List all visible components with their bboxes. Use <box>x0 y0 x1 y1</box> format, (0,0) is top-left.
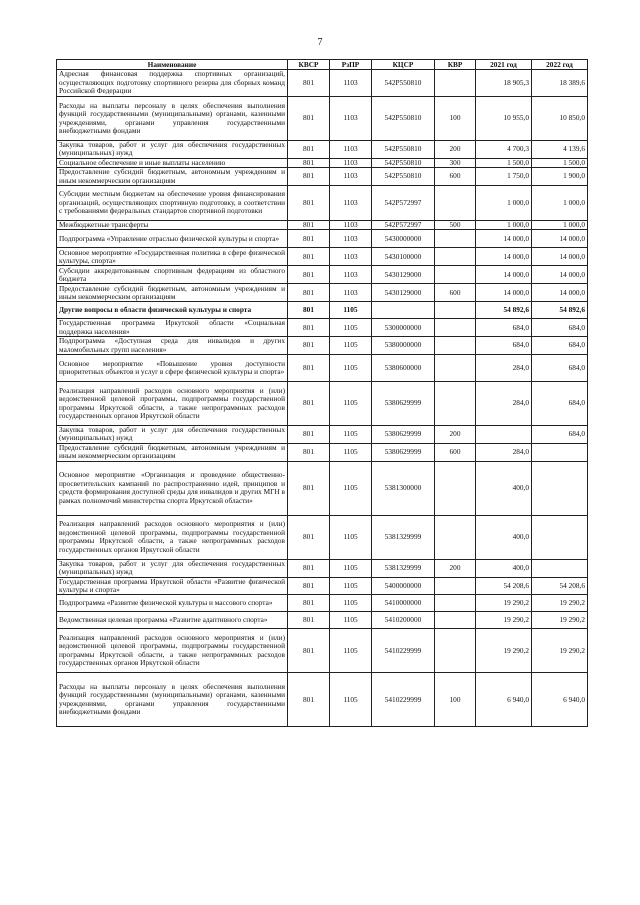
table-row <box>57 266 588 284</box>
cell-kvr <box>435 515 476 559</box>
cell-y2022: 14 000,0 <box>532 284 588 302</box>
cell-y2022 <box>532 461 588 515</box>
cell-kcsr: 542P572997 <box>372 186 435 221</box>
cell-kcsr: 5410229999 <box>372 629 435 673</box>
cell-name: Реализация направлений расходов основного мероприятия и (или) ведомственной целевой программы, подпрограммы государственной программы Иркутской области, а также непрограммных расходов государственных органов Иркутской области <box>57 382 288 426</box>
cell-kcsr: 542P550810 <box>372 70 435 97</box>
cell-y2022: 14 000,0 <box>532 230 588 248</box>
cell-kvsr: 801 <box>288 559 330 577</box>
cell-kvsr: 801 <box>288 97 330 141</box>
cell-y2022: 14 000,0 <box>532 266 588 284</box>
table-row <box>57 319 588 337</box>
cell-rzpr: 1105 <box>330 515 372 559</box>
cell-kvsr: 801 <box>288 186 330 221</box>
cell-kcsr: 5380629999 <box>372 382 435 426</box>
cell-name: Предоставление субсидий бюджетным, автономным учреждениям и иным некоммерческим организациям <box>57 168 288 186</box>
cell-kvr: 600 <box>435 284 476 302</box>
cell-kcsr: 5381329999 <box>372 515 435 559</box>
cell-kcsr: 5430129000 <box>372 266 435 284</box>
table-row <box>57 577 588 595</box>
cell-name: Расходы на выплаты персоналу в целях обеспечения выполнения функций государственными (муниципальными) органами, казенными учреждениями, органами управления государственными внебюджетными фондами <box>57 673 288 727</box>
cell-rzpr: 1105 <box>330 426 372 444</box>
table-row <box>57 97 588 141</box>
table-row <box>57 158 588 167</box>
cell-kvsr: 801 <box>288 319 330 337</box>
cell-y2021: 54 892,6 <box>476 302 532 319</box>
cell-kvr <box>435 230 476 248</box>
cell-y2021: 1 000,0 <box>476 221 532 230</box>
cell-kvr <box>435 577 476 595</box>
cell-y2021: 14 000,0 <box>476 284 532 302</box>
cell-y2021: 1 000,0 <box>476 186 532 221</box>
cell-rzpr: 1105 <box>330 612 372 629</box>
cell-kcsr: 5300000000 <box>372 319 435 337</box>
table-row <box>57 443 588 461</box>
cell-y2022: 18 389,6 <box>532 70 588 97</box>
cell-y2021: 284,0 <box>476 355 532 382</box>
cell-kvr <box>435 629 476 673</box>
cell-kcsr: 5380000000 <box>372 337 435 355</box>
table-row <box>57 559 588 577</box>
cell-kvsr: 801 <box>288 577 330 595</box>
cell-y2021: 19 290,2 <box>476 612 532 629</box>
cell-y2022: 684,0 <box>532 319 588 337</box>
cell-kvsr: 801 <box>288 515 330 559</box>
cell-name: Межбюджетные трансферты <box>57 221 288 230</box>
cell-kvsr: 801 <box>288 355 330 382</box>
cell-kvsr: 801 <box>288 230 330 248</box>
cell-kvr <box>435 248 476 266</box>
cell-y2022: 684,0 <box>532 426 588 444</box>
cell-name: Основное мероприятие «Организация и проведение общественно-просветительских кампаний по распространению идей, принципов и средств формирования доступной среды для инвалидов и других МГН в рамках полномочий министерства спорта Иркутской области» <box>57 461 288 515</box>
cell-kvr: 100 <box>435 97 476 141</box>
cell-y2021: 6 940,0 <box>476 673 532 727</box>
cell-rzpr: 1105 <box>330 319 372 337</box>
cell-name: Подпрограмма «Развитие физической культуры и массового спорта» <box>57 595 288 612</box>
cell-kvr <box>435 595 476 612</box>
header-2021: 2021 год <box>476 60 532 70</box>
cell-kvr: 200 <box>435 141 476 159</box>
cell-kcsr: 5381329999 <box>372 559 435 577</box>
header-2022: 2022 год <box>532 60 588 70</box>
cell-kvr <box>435 337 476 355</box>
cell-kcsr: 5380629999 <box>372 426 435 444</box>
table-row <box>57 141 588 159</box>
cell-kvr: 200 <box>435 426 476 444</box>
cell-y2022: 4 139,6 <box>532 141 588 159</box>
cell-kvsr: 801 <box>288 70 330 97</box>
cell-rzpr: 1103 <box>330 168 372 186</box>
cell-name: Закупка товаров, работ и услуг для обеспечения государственных (муниципальных) нужд <box>57 559 288 577</box>
cell-y2021: 284,0 <box>476 443 532 461</box>
cell-kvr: 200 <box>435 559 476 577</box>
budget-table <box>56 59 588 727</box>
cell-y2021: 400,0 <box>476 461 532 515</box>
cell-y2022: 1 500,0 <box>532 158 588 167</box>
cell-y2022: 19 290,2 <box>532 629 588 673</box>
table-row <box>57 70 588 97</box>
cell-y2022: 19 290,2 <box>532 612 588 629</box>
cell-y2021: 14 000,0 <box>476 266 532 284</box>
cell-kvsr: 801 <box>288 337 330 355</box>
cell-y2021: 14 000,0 <box>476 230 532 248</box>
cell-y2022: 684,0 <box>532 382 588 426</box>
cell-rzpr: 1105 <box>330 302 372 319</box>
cell-kvsr: 801 <box>288 266 330 284</box>
table-row <box>57 612 588 629</box>
cell-kvsr: 801 <box>288 426 330 444</box>
page-number: 7 <box>317 37 323 48</box>
table-row <box>57 426 588 444</box>
cell-kvsr: 801 <box>288 284 330 302</box>
cell-name: Закупка товаров, работ и услуг для обеспечения государственных (муниципальных) нужд <box>57 426 288 444</box>
cell-kcsr: 5430129000 <box>372 284 435 302</box>
cell-y2021: 10 955,0 <box>476 97 532 141</box>
table-row <box>57 186 588 221</box>
cell-kcsr <box>372 302 435 319</box>
cell-kvr <box>435 70 476 97</box>
cell-name: Другие вопросы в области физической культуры и спорта <box>57 302 288 319</box>
table-row <box>57 230 588 248</box>
cell-name: Предоставление субсидий бюджетным, автономным учреждениям и иным некоммерческим организациям <box>57 443 288 461</box>
cell-kvsr: 801 <box>288 443 330 461</box>
cell-kvr <box>435 319 476 337</box>
cell-rzpr: 1103 <box>330 230 372 248</box>
cell-rzpr: 1103 <box>330 221 372 230</box>
table-row <box>57 221 588 230</box>
cell-y2021: 684,0 <box>476 319 532 337</box>
cell-kvsr: 801 <box>288 673 330 727</box>
header-kvsr: КВСР <box>288 60 330 70</box>
cell-y2022: 1 900,0 <box>532 168 588 186</box>
cell-y2021: 684,0 <box>476 337 532 355</box>
cell-rzpr: 1105 <box>330 673 372 727</box>
cell-name: Субсидии аккредитованным спортивным федерациям из областного бюджета <box>57 266 288 284</box>
cell-kvr <box>435 266 476 284</box>
cell-kcsr: 542P550810 <box>372 97 435 141</box>
cell-kvsr: 801 <box>288 168 330 186</box>
cell-rzpr: 1105 <box>330 461 372 515</box>
cell-name: Ведомственная целевая программа «Развитие адаптивного спорта» <box>57 612 288 629</box>
cell-kcsr: 542P550810 <box>372 141 435 159</box>
cell-kvr: 500 <box>435 221 476 230</box>
cell-kcsr: 5410200000 <box>372 612 435 629</box>
cell-y2021: 19 290,2 <box>476 629 532 673</box>
cell-kvsr: 801 <box>288 629 330 673</box>
cell-name: Реализация направлений расходов основного мероприятия и (или) ведомственной целевой программы, подпрограммы государственной программы Иркутской области, а также непрограммных расходов государственных органов Иркутской области <box>57 629 288 673</box>
cell-y2021: 4 700,3 <box>476 141 532 159</box>
cell-name: Субсидии местным бюджетам на обеспечение уровня финансирования организаций, осуществляющих спортивную подготовку, в соответствии с требованиями федеральных стандартов спортивной подготовки <box>57 186 288 221</box>
table-row <box>57 302 588 319</box>
cell-y2022: 684,0 <box>532 355 588 382</box>
cell-rzpr: 1105 <box>330 559 372 577</box>
cell-rzpr: 1103 <box>330 266 372 284</box>
cell-y2022: 54 208,6 <box>532 577 588 595</box>
cell-kvsr: 801 <box>288 612 330 629</box>
cell-kcsr: 5410000000 <box>372 595 435 612</box>
cell-y2022: 1 000,0 <box>532 186 588 221</box>
cell-kvr: 300 <box>435 158 476 167</box>
cell-y2021: 284,0 <box>476 382 532 426</box>
header-rzpr: РзПР <box>330 60 372 70</box>
cell-kcsr: 542P550810 <box>372 158 435 167</box>
cell-kvr: 100 <box>435 673 476 727</box>
cell-kvr: 600 <box>435 443 476 461</box>
cell-y2022 <box>532 443 588 461</box>
table-row <box>57 382 588 426</box>
cell-y2021: 1 750,0 <box>476 168 532 186</box>
cell-y2021: 1 500,0 <box>476 158 532 167</box>
cell-rzpr: 1103 <box>330 248 372 266</box>
cell-kcsr: 542P550810 <box>372 168 435 186</box>
cell-kvr <box>435 612 476 629</box>
cell-rzpr: 1103 <box>330 97 372 141</box>
cell-name: Предоставление субсидий бюджетным, автономным учреждениям и иным некоммерческим организациям <box>57 284 288 302</box>
cell-name: Социальное обеспечение и иные выплаты населению <box>57 158 288 167</box>
cell-rzpr: 1105 <box>330 355 372 382</box>
cell-kvsr: 801 <box>288 221 330 230</box>
cell-rzpr: 1103 <box>330 186 372 221</box>
cell-name: Основное мероприятие «Государственная политика в сфере физической культуры, спорта» <box>57 248 288 266</box>
table-row <box>57 595 588 612</box>
table-row <box>57 168 588 186</box>
header-name: Наименование <box>57 60 288 70</box>
cell-rzpr: 1103 <box>330 284 372 302</box>
cell-kcsr: 5400000000 <box>372 577 435 595</box>
cell-kvr: 600 <box>435 168 476 186</box>
cell-kvr <box>435 461 476 515</box>
cell-y2021: 400,0 <box>476 559 532 577</box>
table-row <box>57 337 588 355</box>
cell-y2022: 10 850,0 <box>532 97 588 141</box>
table-row <box>57 284 588 302</box>
cell-y2022: 54 892,6 <box>532 302 588 319</box>
cell-kcsr: 5381300000 <box>372 461 435 515</box>
cell-y2021: 400,0 <box>476 515 532 559</box>
cell-name: Расходы на выплаты персоналу в целях обеспечения выполнения функций государственными (муниципальными) органами, казенными учреждениями, органами управления государственными внебюджетными фондами <box>57 97 288 141</box>
cell-y2022 <box>532 559 588 577</box>
cell-rzpr: 1105 <box>330 629 372 673</box>
cell-y2021: 19 290,2 <box>476 595 532 612</box>
cell-y2021: 18 905,3 <box>476 70 532 97</box>
cell-rzpr: 1105 <box>330 337 372 355</box>
cell-kvsr: 801 <box>288 382 330 426</box>
table-row <box>57 248 588 266</box>
cell-kcsr: 5380629999 <box>372 443 435 461</box>
cell-name: Реализация направлений расходов основного мероприятия и (или) ведомственной целевой программы, подпрограммы государственной программы Иркутской области, а также непрограммных расходов государственных органов Иркутской области <box>57 515 288 559</box>
cell-rzpr: 1103 <box>330 70 372 97</box>
table-row <box>57 673 588 727</box>
cell-kvsr: 801 <box>288 248 330 266</box>
table-row <box>57 355 588 382</box>
table-row <box>57 515 588 559</box>
cell-rzpr: 1105 <box>330 443 372 461</box>
table-row <box>57 461 588 515</box>
cell-y2022: 1 000,0 <box>532 221 588 230</box>
cell-rzpr: 1103 <box>330 141 372 159</box>
table-row <box>57 629 588 673</box>
cell-name: Государственная программа Иркутской области «Социальная поддержка населения» <box>57 319 288 337</box>
cell-name: Адресная финансовая поддержка спортивных организаций, осуществляющих подготовку спортивного резерва для сборных команд Российской Федерации <box>57 70 288 97</box>
cell-name: Закупка товаров, работ и услуг для обеспечения государственных (муниципальных) нужд <box>57 141 288 159</box>
cell-kvr <box>435 382 476 426</box>
cell-kvr <box>435 355 476 382</box>
cell-y2021: 54 208,6 <box>476 577 532 595</box>
cell-y2022: 14 000,0 <box>532 248 588 266</box>
cell-kvr <box>435 186 476 221</box>
cell-kvsr: 801 <box>288 141 330 159</box>
cell-rzpr: 1103 <box>330 158 372 167</box>
cell-kvsr: 801 <box>288 461 330 515</box>
cell-name: Подпрограмма «Доступная среда для инвалидов и других маломобильных групп населения» <box>57 337 288 355</box>
cell-kcsr: 5410229999 <box>372 673 435 727</box>
cell-name: Подпрограмма «Управление отраслью физической культуры и спорта» <box>57 230 288 248</box>
cell-kcsr: 5430100000 <box>372 248 435 266</box>
cell-name: Государственная программа Иркутской области «Развитие физической культуры и спорта» <box>57 577 288 595</box>
cell-name: Основное мероприятие «Повышение уровня доступности приоритетных объектов и услуг в сфере физической культуры и спорта» <box>57 355 288 382</box>
cell-kvsr: 801 <box>288 158 330 167</box>
cell-y2021: 14 000,0 <box>476 248 532 266</box>
cell-rzpr: 1105 <box>330 577 372 595</box>
table-header-row <box>57 60 588 70</box>
cell-kcsr: 542P572997 <box>372 221 435 230</box>
cell-rzpr: 1105 <box>330 382 372 426</box>
cell-kvsr: 801 <box>288 302 330 319</box>
header-kcsr: КЦСР <box>372 60 435 70</box>
cell-kcsr: 5380600000 <box>372 355 435 382</box>
cell-kcsr: 5430000000 <box>372 230 435 248</box>
cell-y2022 <box>532 515 588 559</box>
cell-rzpr: 1105 <box>330 595 372 612</box>
cell-kvsr: 801 <box>288 595 330 612</box>
cell-y2022: 684,0 <box>532 337 588 355</box>
cell-y2022: 19 290,2 <box>532 595 588 612</box>
header-kvr: КВР <box>435 60 476 70</box>
cell-kvr <box>435 302 476 319</box>
cell-y2021 <box>476 426 532 444</box>
cell-y2022: 6 940,0 <box>532 673 588 727</box>
